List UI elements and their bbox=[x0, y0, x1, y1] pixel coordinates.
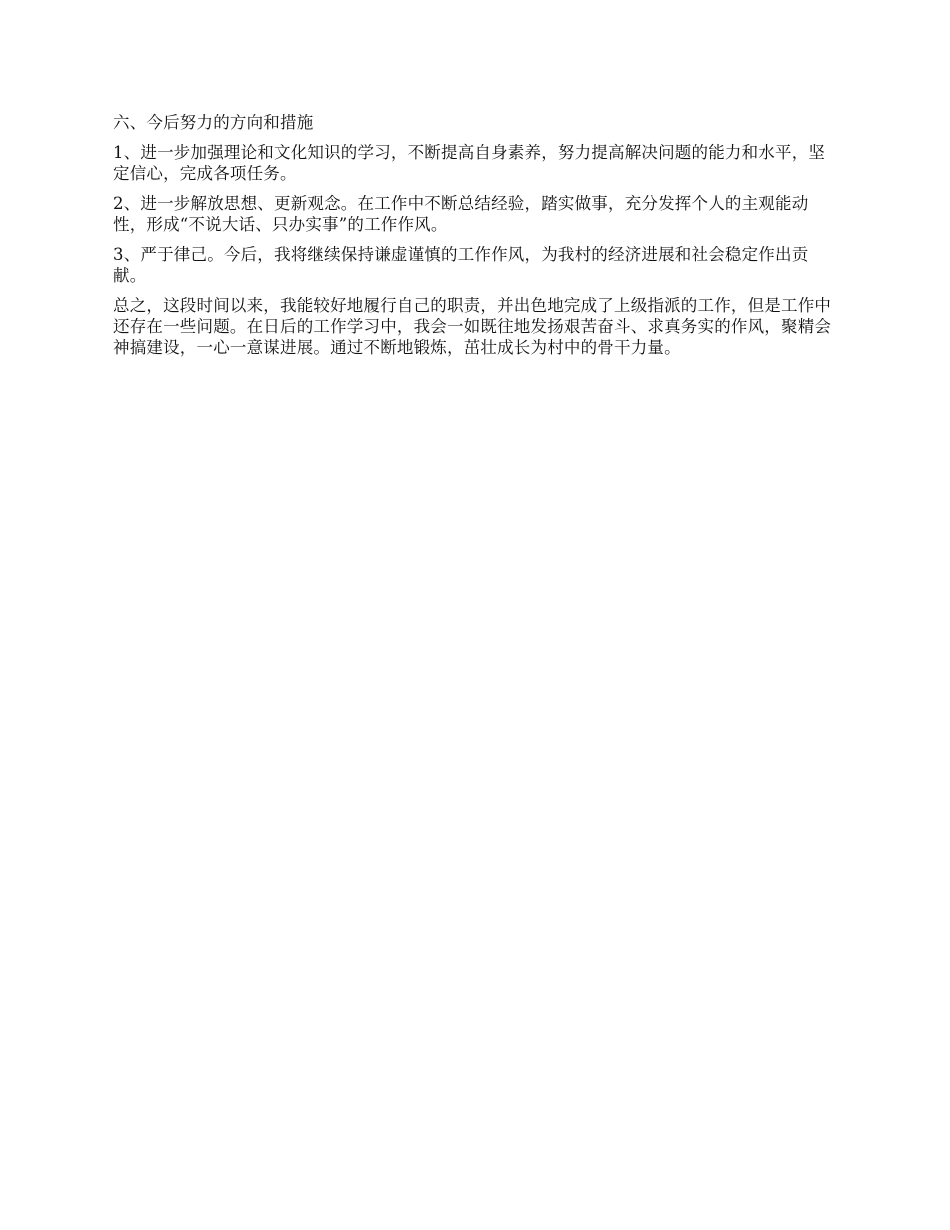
paragraph-2: 2、进一步解放思想、更新观念。在工作中不断总结经验，踏实做事，充分发挥个人的主观能动性，形成“不说大话、只办实事”的工作作风。 bbox=[113, 194, 809, 234]
paragraph-1: 1、进一步加强理论和文化知识的学习，不断提高自身素养，努力提高解决问题的能力和水平，坚定信心，完成各项任务。 bbox=[113, 143, 826, 183]
paragraph-3: 3、严于律己。今后，我将继续保持谦虚谨慎的工作作风，为我村的经济进展和社会稳定作出贡献。 bbox=[113, 245, 809, 285]
section-heading: 六、今后努力的方向和措施 bbox=[113, 113, 314, 132]
document-body bbox=[113, 112, 837, 367]
paragraph-summary: 总之，这段时间以来，我能较好地履行自己的职责，并出色地完成了上级指派的工作，但是工作中还存在一些问题。在日后的工作学习中，我会一如既往地发扬艰苦奋斗、求真务实的作风，聚精会神搞建设，一心一意谋进展。通过不断地锻炼，茁壮成长为村中的骨干力量。 bbox=[113, 296, 832, 357]
